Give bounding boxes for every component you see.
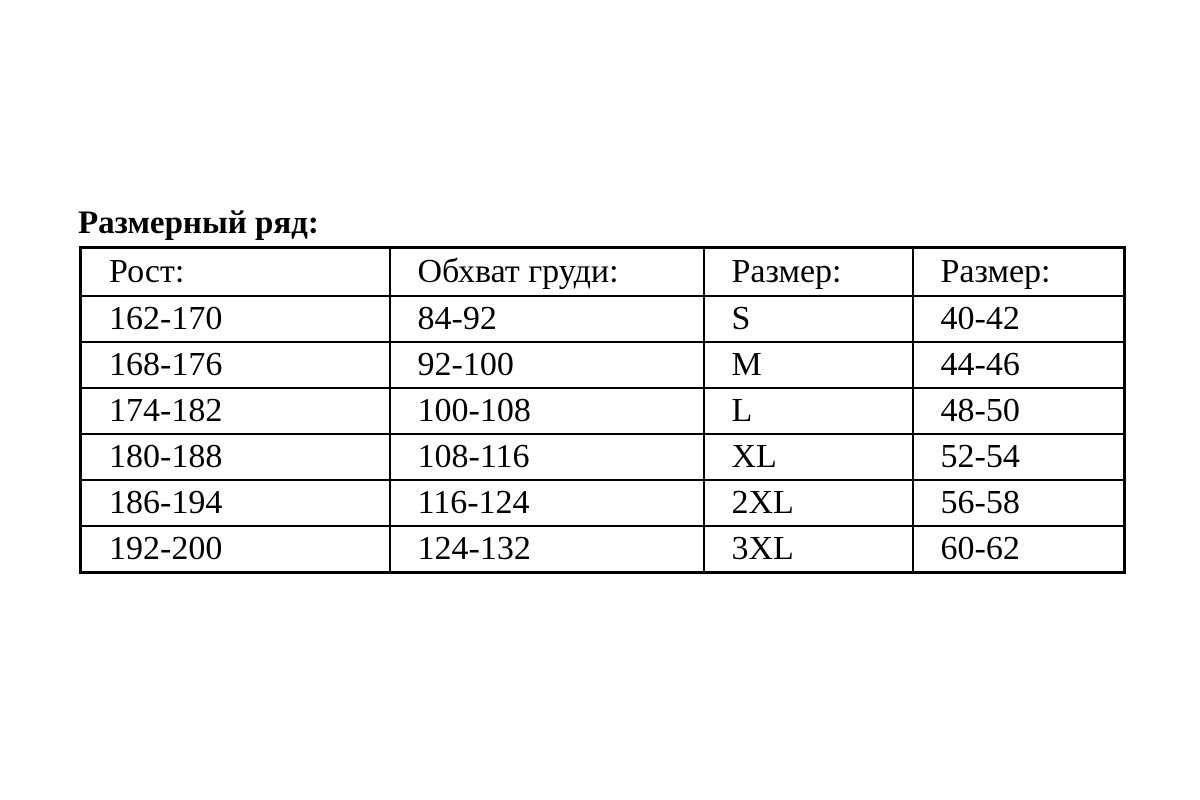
cell-height: 192-200	[81, 526, 390, 573]
cell-height: 168-176	[81, 342, 390, 388]
header-size-ru: Размер:	[913, 248, 1125, 297]
cell-size-ru: 40-42	[913, 296, 1125, 342]
cell-size-ru: 44-46	[913, 342, 1125, 388]
size-chart-title: Размерный ряд:	[78, 205, 319, 241]
cell-size: XL	[704, 434, 913, 480]
cell-height: 174-182	[81, 388, 390, 434]
cell-chest: 116-124	[390, 480, 704, 526]
header-height: Рост:	[81, 248, 390, 297]
cell-chest: 108-116	[390, 434, 704, 480]
header-chest: Обхват груди:	[390, 248, 704, 297]
cell-chest: 92-100	[390, 342, 704, 388]
cell-height: 162-170	[81, 296, 390, 342]
cell-size-ru: 56-58	[913, 480, 1125, 526]
cell-size: L	[704, 388, 913, 434]
cell-height: 186-194	[81, 480, 390, 526]
cell-size: S	[704, 296, 913, 342]
cell-chest: 84-92	[390, 296, 704, 342]
cell-size: 3XL	[704, 526, 913, 573]
table-row	[81, 434, 1125, 480]
table-row	[81, 480, 1125, 526]
cell-size-ru: 52-54	[913, 434, 1125, 480]
cell-height: 180-188	[81, 434, 390, 480]
cell-size-ru: 48-50	[913, 388, 1125, 434]
table-row	[81, 388, 1125, 434]
cell-size-ru: 60-62	[913, 526, 1125, 573]
cell-chest: 100-108	[390, 388, 704, 434]
header-size: Размер:	[704, 248, 913, 297]
size-chart-table	[79, 246, 1126, 574]
table-row	[81, 342, 1125, 388]
cell-size: 2XL	[704, 480, 913, 526]
cell-chest: 124-132	[390, 526, 704, 573]
table-header-row	[81, 248, 1125, 297]
table-row	[81, 296, 1125, 342]
table-row	[81, 526, 1125, 573]
cell-size: M	[704, 342, 913, 388]
